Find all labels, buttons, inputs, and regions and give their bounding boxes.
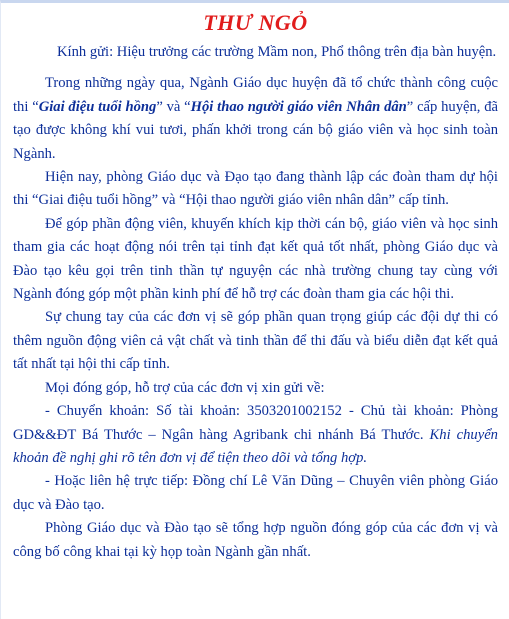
transfer-note: Khi chuyển khoản đề nghị ghi rõ tên đơn vị để tiện theo dõi và tổng hợp. [13, 426, 498, 466]
paragraph-closing: Phòng Giáo dục và Đào tạo sẽ tổng hợp nguồn đóng góp của các đơn vị và công bố công khai tại kỳ họp toàn Ngành gần nhất. [13, 520, 498, 560]
paragraph-intro [1, 72, 509, 166]
letter-title: THƯ NGỎ [203, 10, 308, 35]
paragraph-current: Hiện nay, phòng Giáo dục và Đạo tạo đang thành lập các đoàn tham dự hội thi “Giai điệu tuổi hồng” và “Hội thao người giáo viên nhân dân” cấp tỉnh. [13, 169, 498, 209]
paragraph-contact: - Hoặc liên hệ trực tiếp: Đồng chí Lê Văn Dũng – Chuyên viên phòng Giáo dục và Đào tạo. [13, 473, 498, 513]
intro-text-a: Trong những ngày qua, Ngành Giáo dục huyện đã tổ chức thành công cuộc thi “ [13, 75, 498, 115]
contest-name-1: Giai điệu tuổi hồng [38, 98, 157, 115]
paragraph-bank-transfer [1, 400, 509, 470]
letter-body [1, 41, 509, 564]
bank-details: - Chuyển khoản: Số tài khoản: 3503201002152 - Chủ tài khoản: Phòng GD&&ĐT Bá Thước – Ngân hàng Agribank chi nhánh Bá Thước. [13, 403, 498, 443]
intro-text-c: ” và “ [156, 98, 191, 115]
greeting-line: Kính gửi: Hiệu trưởng các trường Mầm non, Phổ thông trên địa bàn huyện. [57, 44, 497, 60]
intro-text-e: ” cấp huyện, đã tạo được không khí vui tươi, phấn khởi trong cán bộ giáo viên và học sinh toàn Ngành. [13, 98, 498, 162]
paragraph-contribution: Mọi đóng góp, hỗ trợ của các đơn vị xin gửi về: [45, 379, 325, 396]
contest-name-2: Hội thao người giáo viên Nhân dân [190, 98, 407, 115]
paragraph-impact: Sự chung tay của các đơn vị sẽ góp phần quan trọng giúp các đội dự thi có thêm nguồn động viên cả vật chất và tinh thần để thi đấu và biểu diễn đạt kết quả tất nhất tại hội thi cấp tỉnh. [13, 309, 498, 373]
paragraph-appeal: Để góp phần động viên, khuyến khích kịp thời cán bộ, giáo viên và học sinh tham gia các hoạt động nói trên tại tỉnh đạt kết quả tốt nhất, phòng Giáo dục và Đào tạo kêu gọi trên tinh thần tự nguyện các nhà trường chung tay cùng với Ngành đóng góp một phần kinh phí để hỗ trợ các đoàn tham gia các hội thi. [13, 215, 498, 303]
